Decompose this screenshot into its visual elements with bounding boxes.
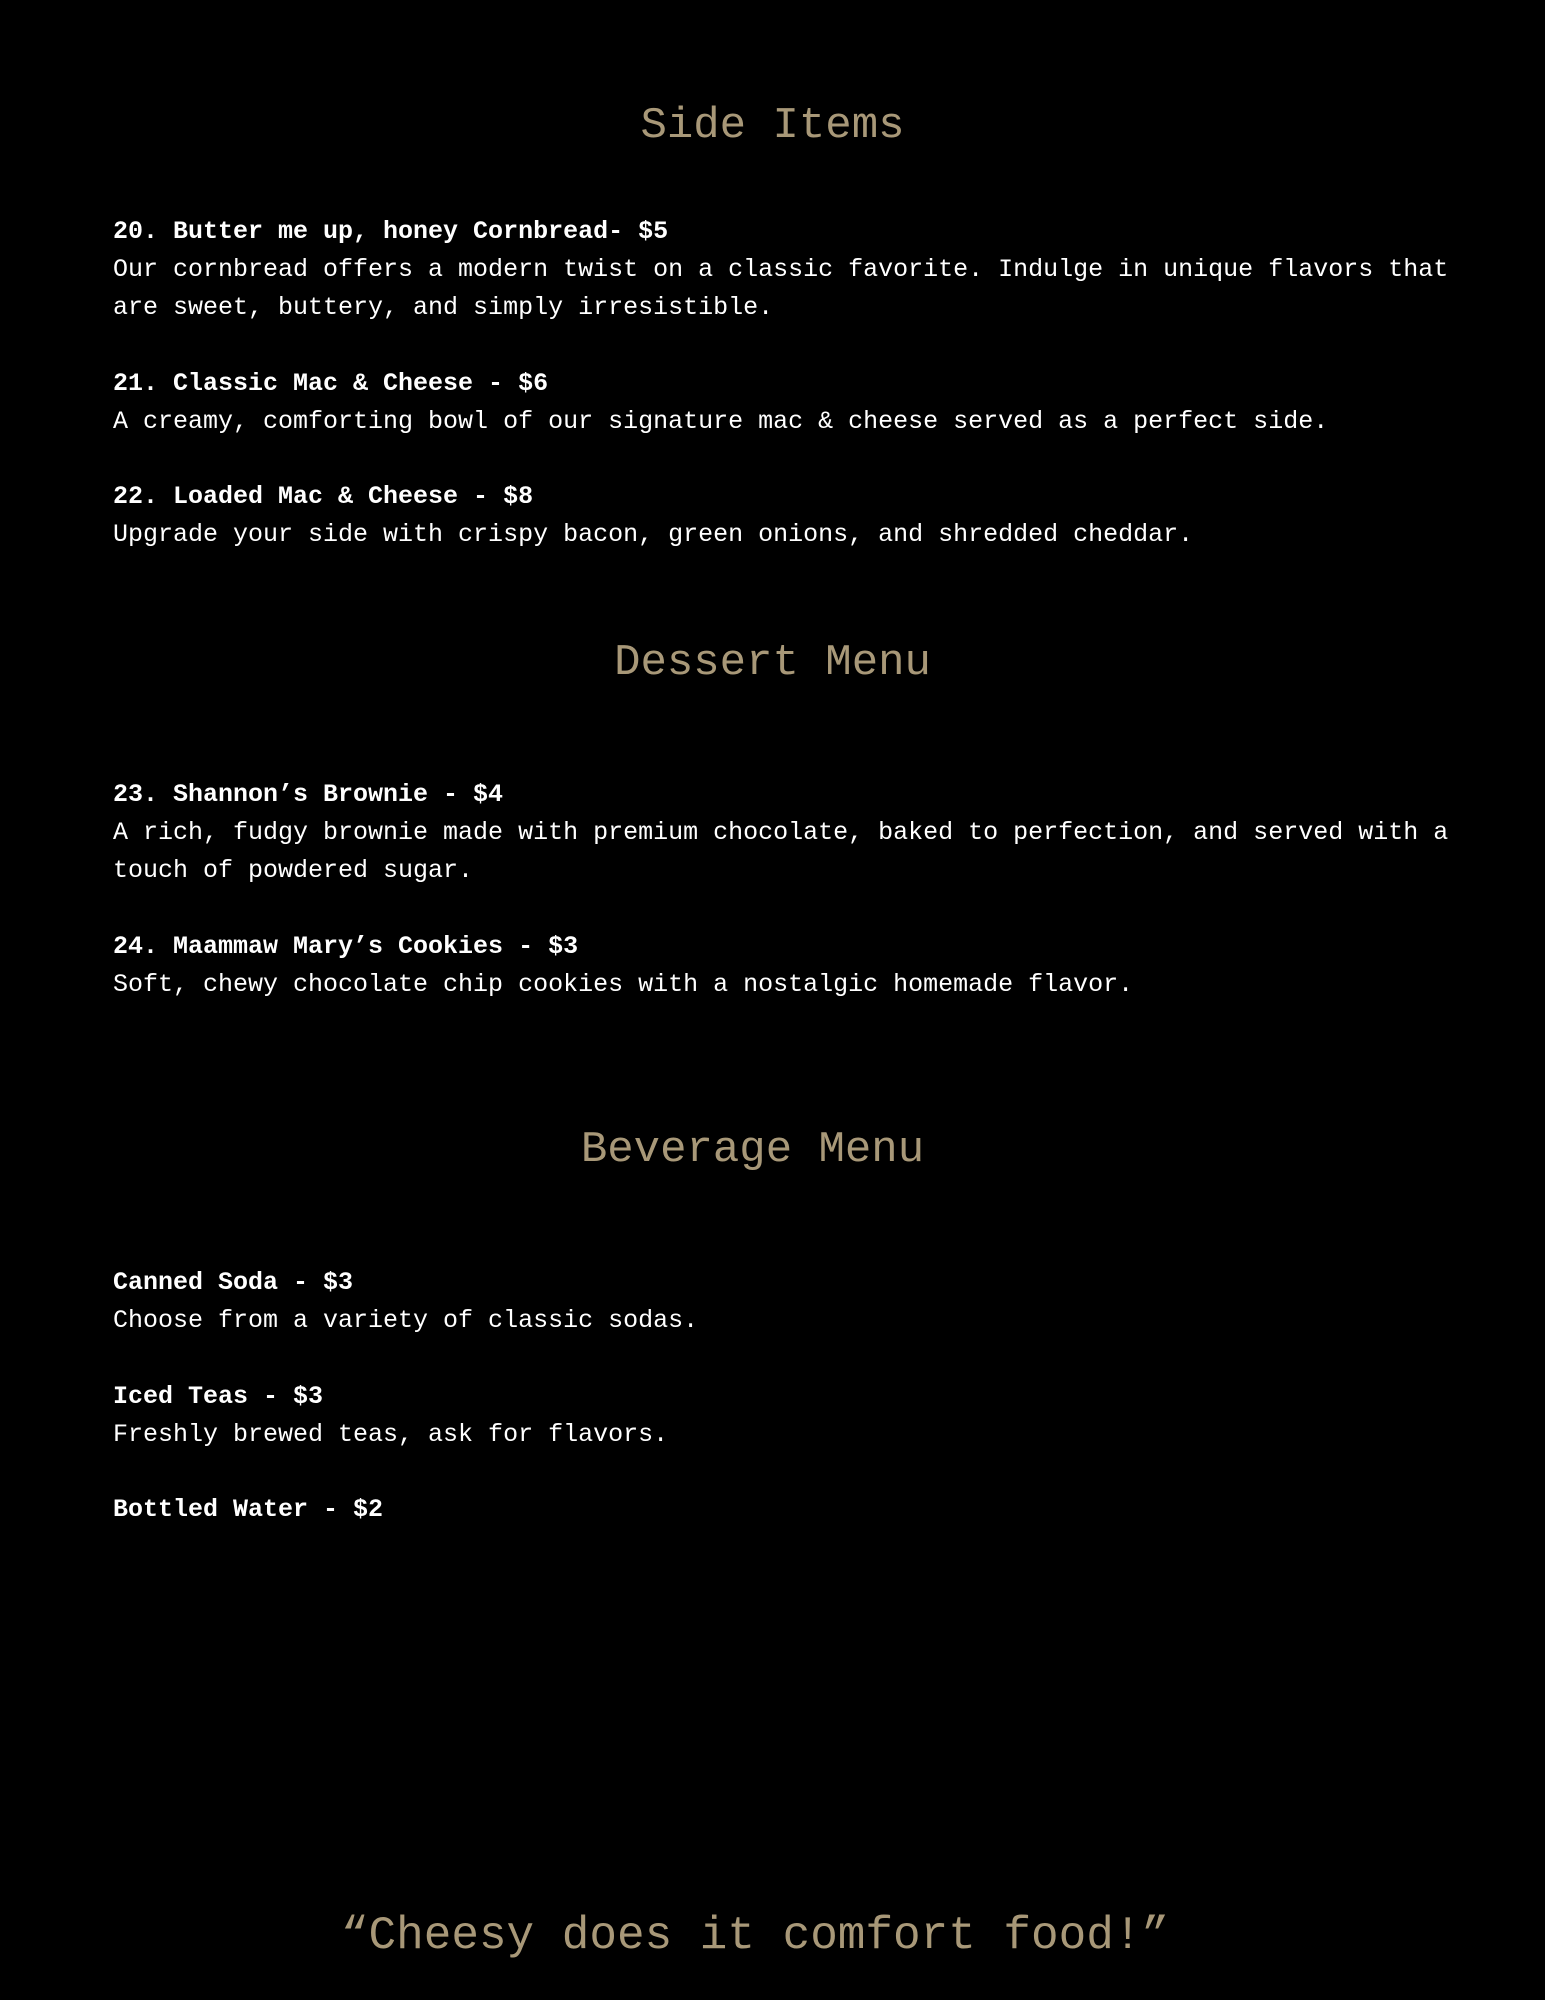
menu-item bbox=[113, 1264, 1513, 1340]
menu-item bbox=[113, 478, 1513, 554]
menu-item-description: Upgrade your side with crispy bacon, green onions, and shredded cheddar. bbox=[113, 520, 1194, 549]
menu-item-description: Our cornbread offers a modern twist on a classic favorite. Indulge in unique flavors that are sweet, buttery, and simply irresistible. bbox=[113, 255, 1449, 322]
menu-item-name: Canned Soda - $3 bbox=[113, 1268, 354, 1297]
menu-item-description: A creamy, comforting bowl of our signature mac & cheese served as a perfect side. bbox=[113, 407, 1329, 436]
menu-item-description: A rich, fudgy brownie made with premium chocolate, baked to perfection, and served with a touch of powdered sugar. bbox=[113, 818, 1449, 885]
beverage-menu-heading: Beverage Menu bbox=[580, 1125, 925, 1175]
menu-item-description: Soft, chewy chocolate chip cookies with a nostalgic homemade flavor. bbox=[113, 970, 1134, 999]
menu-item-name: 20. Butter me up, honey Cornbread- $5 bbox=[113, 217, 669, 246]
menu-item-description: Freshly brewed teas, ask for flavors. bbox=[113, 1420, 669, 1449]
menu-item bbox=[113, 1491, 1513, 1529]
menu-item bbox=[113, 213, 1513, 327]
menu-item bbox=[113, 928, 1513, 1004]
menu-item-name: 23. Shannon’s Brownie - $4 bbox=[113, 780, 504, 809]
menu-item-name: Bottled Water - $2 bbox=[113, 1495, 384, 1524]
dessert-menu-heading: Dessert Menu bbox=[614, 638, 931, 688]
menu-item-name: Iced Teas - $3 bbox=[113, 1382, 324, 1411]
menu-item-name: 22. Loaded Mac & Cheese - $8 bbox=[113, 482, 534, 511]
menu-item-name: 21. Classic Mac & Cheese - $6 bbox=[113, 369, 549, 398]
tagline: “Cheesy does it comfort food!” bbox=[340, 1910, 1170, 1962]
side-items-heading: Side Items bbox=[640, 101, 905, 151]
menu-item-description: Choose from a variety of classic sodas. bbox=[113, 1306, 699, 1335]
menu-item bbox=[113, 1378, 1513, 1454]
menu-item bbox=[113, 365, 1513, 441]
menu-item bbox=[113, 776, 1513, 890]
menu-item-name: 24. Maammaw Mary’s Cookies - $3 bbox=[113, 932, 579, 961]
